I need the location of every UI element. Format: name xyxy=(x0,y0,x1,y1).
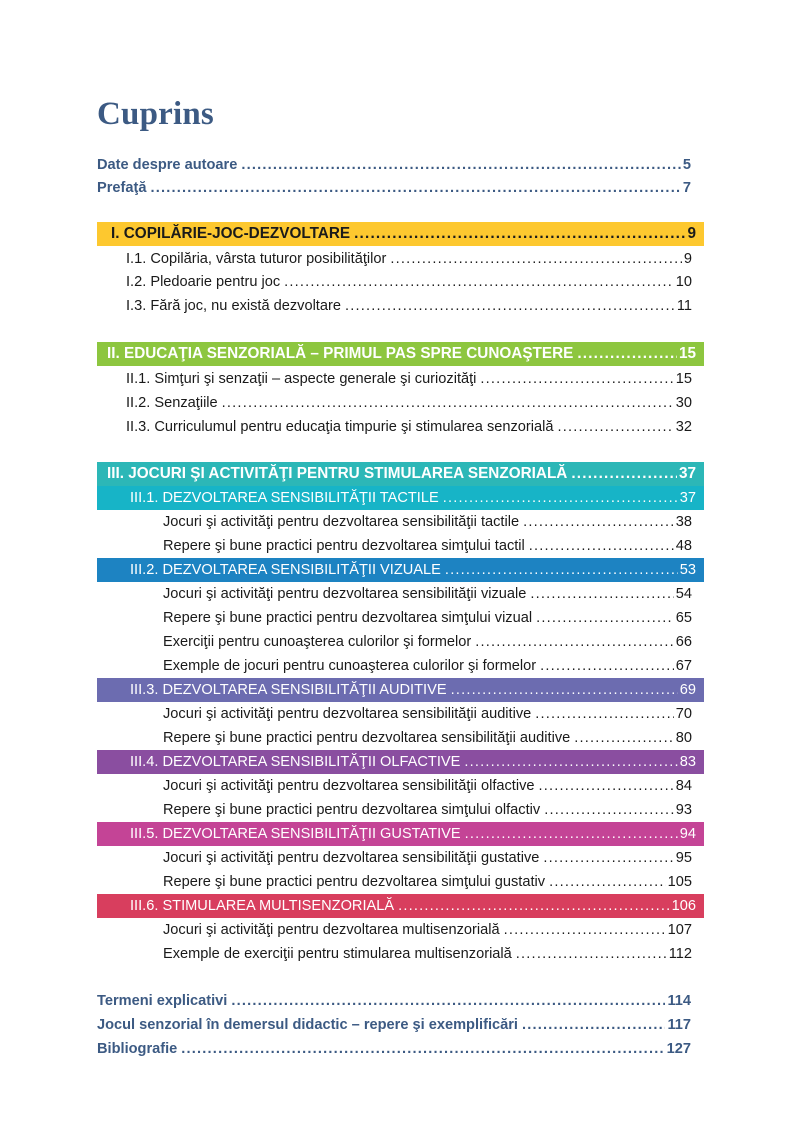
dot-leader xyxy=(390,247,682,271)
dot-leader xyxy=(150,176,680,200)
toc-section-3-4[interactable] xyxy=(97,750,704,774)
entry-title: III.1. DEZVOLTAREA SENSIBILITĂŢII TACTILE xyxy=(130,490,439,506)
entry-page: 53 xyxy=(679,562,696,578)
entry-page: 15 xyxy=(675,371,692,387)
entry-title: II. EDUCAŢIA SENZORIALĂ – PRIMUL PAS SPRE CUNOAŞTERE xyxy=(107,345,574,362)
dot-leader xyxy=(522,1013,665,1037)
dot-leader xyxy=(504,918,666,942)
entry-title: Exemple de jocuri pentru cunoaşterea culorilor şi formelor xyxy=(163,658,537,674)
entry-title: III.5. DEZVOLTAREA SENSIBILITĂŢII GUSTATIVE xyxy=(130,826,461,842)
toc-entry-3-5-2[interactable] xyxy=(163,870,692,894)
entry-page: 70 xyxy=(675,706,692,722)
entry-page: 93 xyxy=(675,802,692,818)
entry-title: Repere şi bune practici pentru dezvoltarea simţului olfactiv xyxy=(163,802,541,818)
dot-leader xyxy=(543,846,673,870)
dot-leader xyxy=(181,1037,664,1061)
entry-page: 48 xyxy=(675,538,692,554)
toc-entry-1-2[interactable] xyxy=(126,270,692,294)
entry-title: III.3. DEZVOLTAREA SENSIBILITĂŢII AUDITIVE xyxy=(130,682,447,698)
toc-entry-3-4-2[interactable] xyxy=(163,798,692,822)
toc-entry-2-1[interactable] xyxy=(126,367,692,391)
entry-title: II.3. Curriculumul pentru educaţia timpurie şi stimularea senzorială xyxy=(126,419,554,435)
dot-leader xyxy=(284,270,674,294)
dot-leader xyxy=(544,798,674,822)
entry-page: 112 xyxy=(668,946,692,962)
entry-page: 7 xyxy=(682,180,691,196)
entry-page: 127 xyxy=(666,1041,691,1057)
toc-entry-3-1-1[interactable] xyxy=(163,510,692,534)
entry-title: II.1. Simţuri şi senzaţii – aspecte generale şi curiozităţi xyxy=(126,371,477,387)
entry-title: Repere şi bune practici pentru dezvoltarea sensibilităţii auditive xyxy=(163,730,571,746)
toc-entry-3-6-2[interactable] xyxy=(163,942,692,966)
toc-entry-jocul-senzorial[interactable] xyxy=(97,1013,691,1037)
dot-leader xyxy=(557,415,673,439)
toc-entry-bibliografie[interactable] xyxy=(97,1037,691,1061)
entry-title: Jocuri şi activităţi pentru dezvoltarea sensibilităţii tactile xyxy=(163,514,520,530)
dot-leader xyxy=(516,942,667,966)
entry-title: Jocuri şi activităţi pentru dezvoltarea sensibilităţii olfactive xyxy=(163,778,535,794)
toc-section-3-1[interactable] xyxy=(97,486,704,510)
toc-entry-1-3[interactable] xyxy=(126,294,692,318)
dot-leader xyxy=(464,750,677,774)
toc-entry-3-3-1[interactable] xyxy=(163,702,692,726)
entry-page: 30 xyxy=(675,395,692,411)
entry-title: III.6. STIMULAREA MULTISENZORIALĂ xyxy=(130,898,395,914)
entry-title: Repere şi bune practici pentru dezvoltarea simţului gustativ xyxy=(163,874,546,890)
toc-entry-3-2-1[interactable] xyxy=(163,582,692,606)
toc-entry-3-2-2[interactable] xyxy=(163,606,692,630)
entry-page: 54 xyxy=(675,586,692,602)
dot-leader xyxy=(571,462,677,486)
entry-page: 38 xyxy=(675,514,692,530)
toc-entry-2-3[interactable] xyxy=(126,415,692,439)
dot-leader xyxy=(231,989,665,1013)
dot-leader xyxy=(241,153,681,177)
entry-page: 37 xyxy=(679,490,696,506)
entry-page: 114 xyxy=(667,993,691,1009)
toc-entry-3-2-3[interactable] xyxy=(163,630,692,654)
entry-page: 95 xyxy=(675,850,692,866)
entry-title: I.1. Copilăria, vârsta tuturor posibilităţilor xyxy=(126,251,387,267)
dot-leader xyxy=(398,894,670,918)
entry-page: 67 xyxy=(675,658,692,674)
toc-entry-1-1[interactable] xyxy=(126,247,692,271)
entry-page: 117 xyxy=(667,1017,691,1033)
dot-leader xyxy=(540,654,674,678)
entry-title: II.2. Senzaţiile xyxy=(126,395,218,411)
entry-title: Repere şi bune practici pentru dezvoltarea simţului vizual xyxy=(163,610,533,626)
dot-leader xyxy=(523,510,674,534)
dot-leader xyxy=(345,294,675,318)
dot-leader xyxy=(465,822,678,846)
dot-leader xyxy=(530,582,673,606)
entry-title: III.2. DEZVOLTAREA SENSIBILITĂŢII VIZUALE xyxy=(130,562,441,578)
entry-title: I.3. Fără joc, nu există dezvoltare xyxy=(126,298,341,314)
dot-leader xyxy=(577,342,677,366)
entry-page: 5 xyxy=(682,157,691,173)
toc-entry-3-4-1[interactable] xyxy=(163,774,692,798)
dot-leader xyxy=(222,391,674,415)
entry-page: 83 xyxy=(679,754,696,770)
toc-section-3-3[interactable] xyxy=(97,678,704,702)
toc-entry-termeni[interactable] xyxy=(97,989,691,1013)
toc-entry-3-6-1[interactable] xyxy=(163,918,692,942)
dot-leader xyxy=(549,870,666,894)
entry-title: III. JOCURI ŞI ACTIVITĂŢI PENTRU STIMULAREA SENZORIALĂ xyxy=(107,465,568,482)
entry-page: 10 xyxy=(675,274,692,290)
entry-title: Jocuri şi activităţi pentru dezvoltarea sensibilităţii vizuale xyxy=(163,586,527,602)
entry-page: 11 xyxy=(676,298,692,314)
dot-leader xyxy=(445,558,678,582)
entry-title: Jocuri şi activităţi pentru dezvoltarea sensibilităţii gustative xyxy=(163,850,540,866)
toc-entry-3-2-4[interactable] xyxy=(163,654,692,678)
entry-title: Prefaţă xyxy=(97,180,147,196)
dot-leader xyxy=(536,606,674,630)
dot-leader xyxy=(535,702,674,726)
entry-page: 9 xyxy=(683,251,692,267)
toc-chapter-1[interactable] xyxy=(97,222,704,246)
dot-leader xyxy=(451,678,678,702)
entry-page: 32 xyxy=(675,419,692,435)
dot-leader xyxy=(480,367,673,391)
entry-page: 107 xyxy=(667,922,692,938)
entry-page: 106 xyxy=(671,898,696,914)
entry-title: Termeni explicativi xyxy=(97,993,228,1009)
toc-section-3-2[interactable] xyxy=(97,558,704,582)
dot-leader xyxy=(354,222,685,246)
entry-page: 69 xyxy=(679,682,696,698)
entry-page: 84 xyxy=(675,778,692,794)
entry-page: 80 xyxy=(675,730,692,746)
entry-title: Exemple de exerciţii pentru stimularea multisenzorială xyxy=(163,946,512,962)
dot-leader xyxy=(475,630,674,654)
dot-leader xyxy=(574,726,674,750)
entry-title: I.2. Pledoarie pentru joc xyxy=(126,274,281,290)
entry-title: Jocuri şi activităţi pentru dezvoltarea sensibilităţii auditive xyxy=(163,706,532,722)
dot-leader xyxy=(443,486,678,510)
toc-section-3-6[interactable] xyxy=(97,894,704,918)
entry-title: I. COPILĂRIE-JOC-DEZVOLTARE xyxy=(111,225,351,242)
toc-chapter-3[interactable] xyxy=(97,462,704,486)
entry-title: Bibliografie xyxy=(97,1041,178,1057)
toc-entry-date-autoare[interactable] xyxy=(97,153,691,177)
entry-title: Jocul senzorial în demersul didactic – repere şi exemplificări xyxy=(97,1017,518,1033)
entry-title: Repere şi bune practici pentru dezvoltarea simţului tactil xyxy=(163,538,525,554)
toc-entry-3-3-2[interactable] xyxy=(163,726,692,750)
toc-entry-prefata[interactable] xyxy=(97,176,691,200)
entry-title: Exerciţii pentru cunoaşterea culorilor şi formelor xyxy=(163,634,472,650)
entry-page: 105 xyxy=(667,874,692,890)
entry-page: 65 xyxy=(675,610,692,626)
dot-leader xyxy=(529,534,674,558)
entry-title: Date despre autoare xyxy=(97,157,238,173)
entry-page: 15 xyxy=(678,345,696,362)
toc-section-3-5[interactable] xyxy=(97,822,704,846)
entry-title: III.4. DEZVOLTAREA SENSIBILITĂŢII OLFACTIVE xyxy=(130,754,461,770)
toc-entry-2-2[interactable] xyxy=(126,391,692,415)
entry-page: 9 xyxy=(687,225,696,242)
toc-entry-3-1-2[interactable] xyxy=(163,534,692,558)
entry-title: Jocuri şi activităţi pentru dezvoltarea multisenzorială xyxy=(163,922,500,938)
entry-page: 94 xyxy=(679,826,696,842)
toc-chapter-2[interactable] xyxy=(97,342,704,366)
toc-entry-3-5-1[interactable] xyxy=(163,846,692,870)
entry-page: 66 xyxy=(675,634,692,650)
entry-page: 37 xyxy=(678,465,696,482)
dot-leader xyxy=(539,774,674,798)
page-title: Cuprins xyxy=(97,96,214,132)
